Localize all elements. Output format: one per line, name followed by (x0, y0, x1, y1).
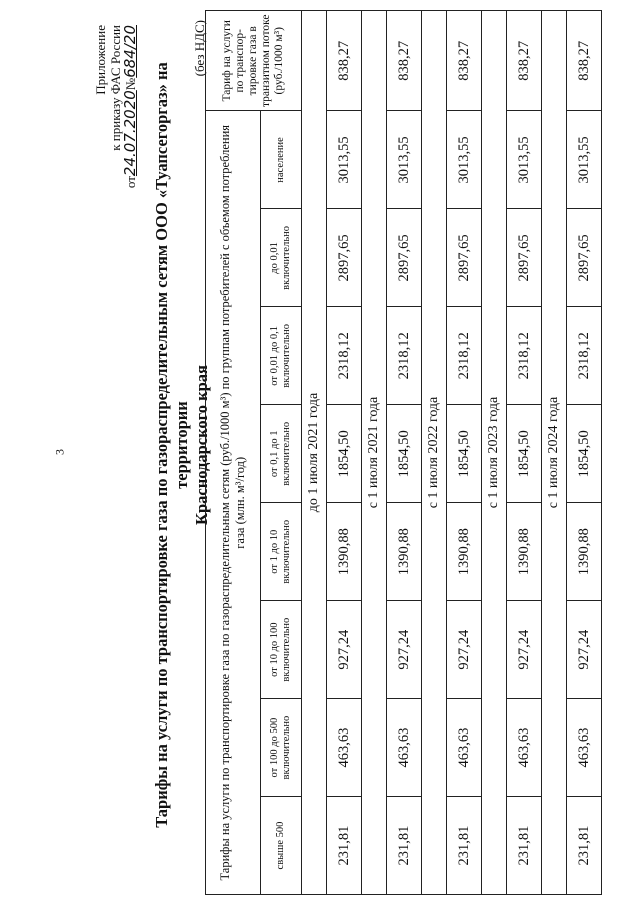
period-row (302, 11, 327, 895)
table-cell: 1854,50 (507, 405, 542, 503)
appendix-order-ref: к приказу ФАС России (108, 25, 123, 151)
document-title (152, 35, 212, 855)
table-cell: 3013,55 (387, 111, 422, 209)
table-row (387, 11, 422, 895)
column-header: население (261, 111, 302, 209)
column-header: до 0,01 включительно (261, 209, 302, 307)
vat-note: (без НДС) (192, 20, 207, 77)
table-row (507, 11, 542, 895)
table-cell: 2318,12 (387, 307, 422, 405)
title-line-2: Краснодарского края (192, 365, 211, 525)
table-cell: 2318,12 (447, 307, 482, 405)
table-cell: 3013,55 (447, 111, 482, 209)
period-label: с 1 июля 2023 года (482, 11, 507, 895)
table-cell: 2897,65 (327, 209, 362, 307)
table-cell: 2897,65 (567, 209, 602, 307)
table-cell: 2897,65 (507, 209, 542, 307)
table-cell: 1390,88 (567, 503, 602, 601)
table-cell: 1390,88 (327, 503, 362, 601)
table-cell: 2318,12 (327, 307, 362, 405)
table-cell: 231,81 (327, 797, 362, 895)
table-cell: 838,27 (447, 11, 482, 112)
table-cell: 231,81 (567, 797, 602, 895)
table-cell: 2318,12 (507, 307, 542, 405)
transit-header: Тариф на услуги по транспор-тировке газа в транзитном потоке (руб./1000 м³) (206, 11, 302, 112)
date-prefix: от (123, 176, 138, 189)
table-row (447, 11, 482, 895)
title-line-1: Тарифы на услуги по транспортировке газа по газораспределительным сетям ООО «Туапсегоргаз» на территории (152, 62, 191, 828)
tariff-table (205, 10, 602, 895)
group-header: Тарифы на услуги по транспортировке газа по газораспределительным сетям (руб./1000 м³) по группам потребителей с объемом потребления газа (млн. м³/год) (206, 111, 261, 895)
column-header: от 0,1 до 1 включительно (261, 405, 302, 503)
table-cell: 927,24 (507, 601, 542, 699)
page-number: 3 (52, 449, 67, 455)
table-cell: 927,24 (387, 601, 422, 699)
table-cell: 231,81 (387, 797, 422, 895)
period-label: с 1 июля 2021 года (362, 11, 387, 895)
table-cell: 838,27 (567, 11, 602, 112)
period-row (482, 11, 507, 895)
table-row (567, 11, 602, 895)
table-cell: 1854,50 (387, 405, 422, 503)
period-row (362, 11, 387, 895)
appendix-date-line (123, 25, 138, 188)
period-row (422, 11, 447, 895)
order-date: 24.07.2020 (121, 90, 139, 177)
order-number: 684/20 (121, 25, 139, 78)
table-cell: 3013,55 (327, 111, 362, 209)
table-cell: 3013,55 (507, 111, 542, 209)
table-cell: 1854,50 (447, 405, 482, 503)
table-cell: 463,63 (387, 699, 422, 797)
table-cell: 927,24 (447, 601, 482, 699)
table-cell: 1854,50 (327, 405, 362, 503)
table-cell: 1390,88 (387, 503, 422, 601)
table-cell: 927,24 (327, 601, 362, 699)
period-label: с 1 июля 2022 года (422, 11, 447, 895)
table-cell: 838,27 (387, 11, 422, 112)
number-prefix: № (123, 77, 138, 91)
appendix-title: Приложение (93, 25, 108, 95)
table-cell: 927,24 (567, 601, 602, 699)
column-header: свыше 500 (261, 797, 302, 895)
table-cell: 463,63 (567, 699, 602, 797)
column-header: от 100 до 500 включительно (261, 699, 302, 797)
column-header: от 0,01 до 0,1 включительно (261, 307, 302, 405)
table-cell: 463,63 (507, 699, 542, 797)
table-cell: 2897,65 (447, 209, 482, 307)
appendix-block (93, 25, 138, 188)
period-label: до 1 июля 2021 года (302, 11, 327, 895)
column-header: от 10 до 100 включительно (261, 601, 302, 699)
period-label: с 1 июля 2024 года (542, 11, 567, 895)
column-header: от 1 до 10 включительно (261, 503, 302, 601)
table-cell: 1854,50 (567, 405, 602, 503)
table-cell: 231,81 (447, 797, 482, 895)
period-row (542, 11, 567, 895)
table-cell: 231,81 (507, 797, 542, 895)
table-cell: 1390,88 (447, 503, 482, 601)
table-cell: 2897,65 (387, 209, 422, 307)
table-cell: 463,63 (327, 699, 362, 797)
table-cell: 2318,12 (567, 307, 602, 405)
table-cell: 838,27 (507, 11, 542, 112)
table-row (327, 11, 362, 895)
table-cell: 838,27 (327, 11, 362, 112)
table-cell: 463,63 (447, 699, 482, 797)
table-cell: 1390,88 (507, 503, 542, 601)
table-cell: 3013,55 (567, 111, 602, 209)
